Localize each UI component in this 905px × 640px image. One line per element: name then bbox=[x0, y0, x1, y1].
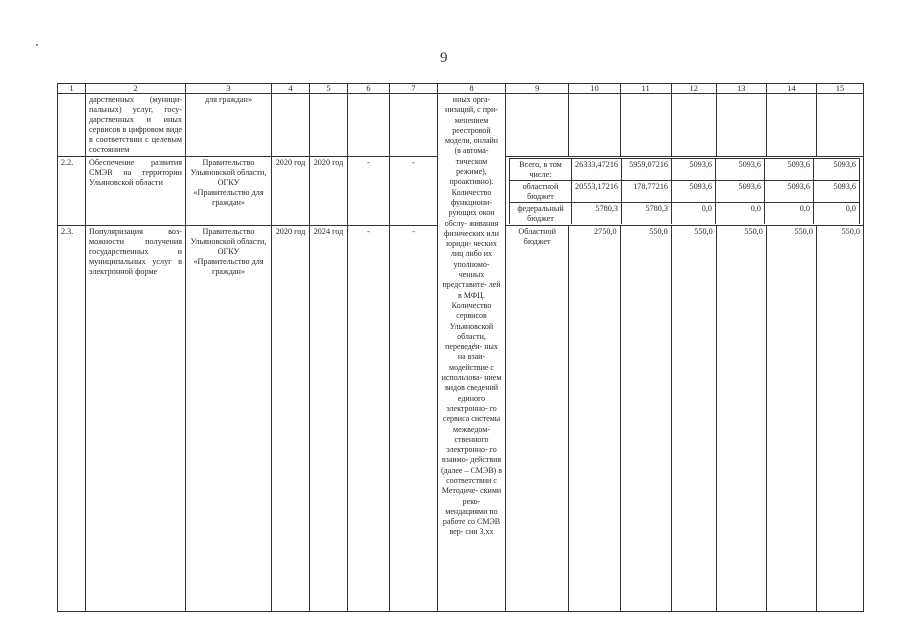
value-col14: 550,0 bbox=[766, 226, 816, 612]
end-year: 2024 год bbox=[310, 226, 348, 612]
value-col11: 178,77216 bbox=[622, 181, 672, 203]
value-col14: 5093,6 bbox=[765, 159, 814, 181]
col-header: 1 bbox=[58, 84, 86, 94]
start-year: 2020 год bbox=[272, 157, 310, 226]
finance-source: областной бюджет bbox=[510, 181, 572, 203]
col7-value: - bbox=[390, 157, 438, 226]
col-header: 4 bbox=[272, 84, 310, 94]
col-header: 15 bbox=[816, 84, 863, 94]
value-col15: 0,0 bbox=[814, 203, 860, 225]
value-col11: 5959,07216 bbox=[622, 159, 672, 181]
end-year: 2020 год bbox=[310, 157, 348, 226]
value-col13: 550,0 bbox=[716, 226, 766, 612]
measure-name: Обеспечение развития СМЭВ на территории Ульяновской области bbox=[86, 157, 186, 226]
finance-source: федеральный бюджет bbox=[510, 203, 572, 225]
executor: для граждан» bbox=[186, 94, 272, 157]
col-header: 11 bbox=[620, 84, 671, 94]
finance-subtable bbox=[509, 158, 860, 224]
col-header: 8 bbox=[438, 84, 506, 94]
page-number: 9 bbox=[440, 50, 448, 66]
executor: Правительство Ульяновской области, ОГКУ «Правительство для граждан» bbox=[186, 226, 272, 612]
col-header: 3 bbox=[186, 84, 272, 94]
value-col15: 550,0 bbox=[816, 226, 863, 612]
col-header: 9 bbox=[506, 84, 569, 94]
value-col12: 550,0 bbox=[671, 226, 716, 612]
row-number: 2.3. bbox=[58, 226, 86, 612]
value-col14: 0,0 bbox=[765, 203, 814, 225]
finance-row bbox=[510, 203, 860, 225]
value-col12: 0,0 bbox=[672, 203, 716, 225]
executor: Правительство Ульяновской области, ОГКУ «Правительство для граждан» bbox=[186, 157, 272, 226]
col-header: 10 bbox=[569, 84, 620, 94]
col-header: 12 bbox=[671, 84, 716, 94]
finance-row bbox=[510, 159, 860, 181]
scan-speck bbox=[36, 44, 38, 46]
program-table bbox=[57, 83, 864, 612]
col-header: 5 bbox=[310, 84, 348, 94]
value-col14: 5093,6 bbox=[765, 181, 814, 203]
col-header: 7 bbox=[390, 84, 438, 94]
col-header: 14 bbox=[766, 84, 816, 94]
value-col11: 5780,3 bbox=[622, 203, 672, 225]
col-header: 2 bbox=[86, 84, 186, 94]
value-col10: 20553,17216 bbox=[572, 181, 622, 203]
indicator-text: иных орга- низаций, с при- менением реестровой модели, онлайн (в автома- тическом режиме), проактивно). Количество функциони- рующих окон обслу- живания физических или юриди- ческих лиц либо их уполномо- ченных представите- лей в МФЦ. Количество сервисов Ульяновской области, переведён- ных на взаи- модействие с использова- нием видов сведений единого электронно- го сервиса системы межведом- ственного электронно- го взаимо- действия (далее – СМЭВ) в соответствии с Методиче- скими реко- мендациями по работе со СМЭВ вер- сии 3.хх bbox=[438, 94, 506, 612]
finance-block bbox=[506, 157, 864, 226]
value-col13: 0,0 bbox=[716, 203, 765, 225]
finance-source: Областной бюджет bbox=[506, 226, 569, 612]
value-col13: 5093,6 bbox=[716, 181, 765, 203]
col-header: 6 bbox=[348, 84, 390, 94]
value-col15: 5093,6 bbox=[814, 181, 860, 203]
start-year: 2020 год bbox=[272, 226, 310, 612]
measure-name: дарственных (муници- пальных) услуг, госу- дарственных и иных сервисов в цифровом виде в соответствии с целевым состоянием bbox=[86, 94, 186, 157]
finance-row bbox=[510, 181, 860, 203]
value-col15: 5093,6 bbox=[814, 159, 860, 181]
value-col10: 26333,47216 bbox=[572, 159, 622, 181]
table-row-continuation bbox=[58, 94, 864, 157]
value-col11: 550,0 bbox=[620, 226, 671, 612]
finance-source: Всего, в том числе: bbox=[510, 159, 572, 181]
value-col13: 5093,6 bbox=[716, 159, 765, 181]
value-col12: 5093,6 bbox=[672, 159, 716, 181]
value-col10: 2750,0 bbox=[569, 226, 620, 612]
row-number: 2.2. bbox=[58, 157, 86, 226]
col-header: 13 bbox=[716, 84, 766, 94]
column-number-row bbox=[58, 84, 864, 94]
measure-name: Популяризация воз- можности получения государственных и муниципальных услуг в электронной форме bbox=[86, 226, 186, 612]
col6-value: - bbox=[348, 157, 390, 226]
value-col12: 5093,6 bbox=[672, 181, 716, 203]
value-col10: 5780,3 bbox=[572, 203, 622, 225]
col7-value: - bbox=[390, 226, 438, 612]
col6-value: - bbox=[348, 226, 390, 612]
